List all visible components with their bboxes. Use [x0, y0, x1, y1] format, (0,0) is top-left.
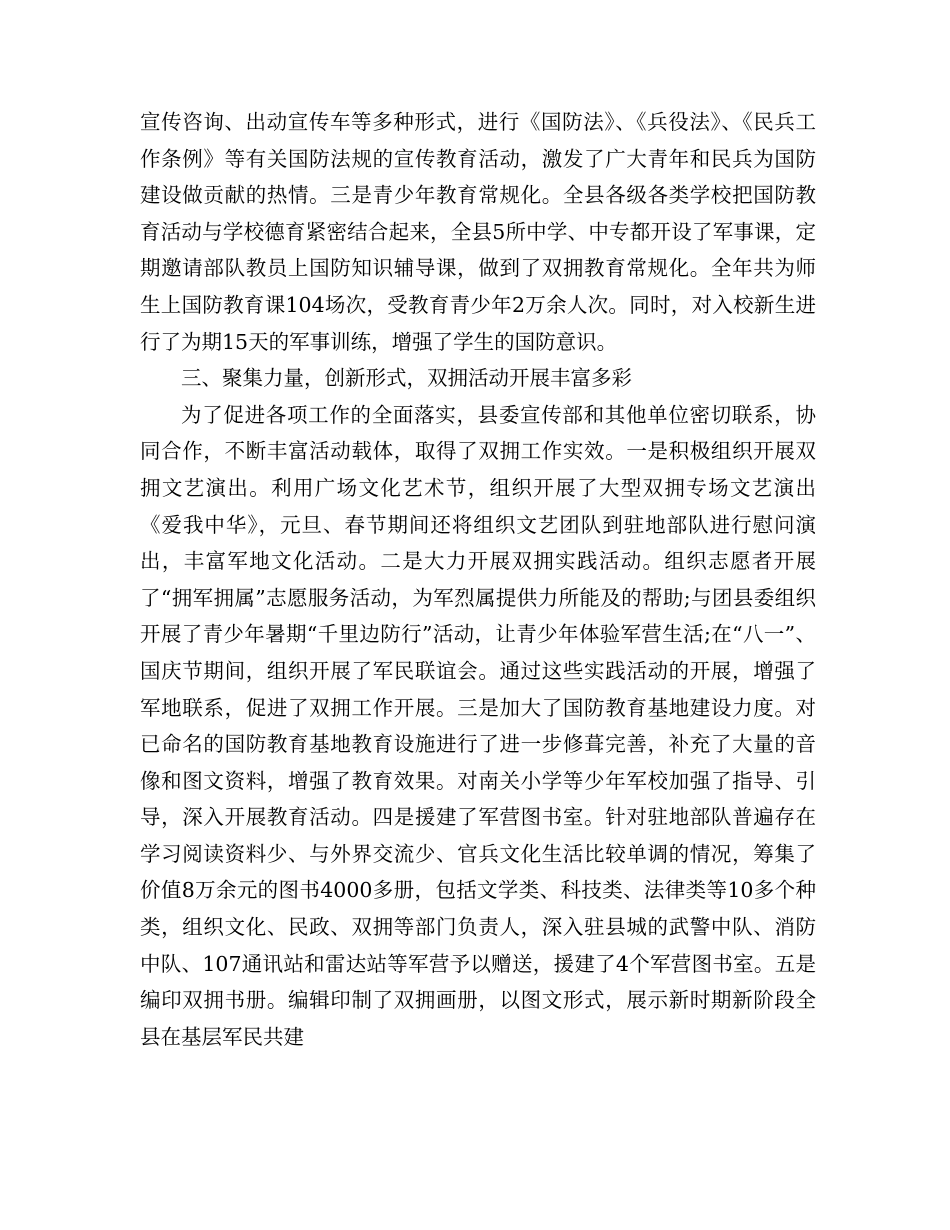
paragraph-continued: 宣传咨询、出动宣传车等多种形式，进行《国防法》、《兵役法》、《民兵工作条例》等有关国防法规的宣传教育活动，激发了广大青年和民兵为国防建设做贡献的热情。三是青少年教育常规化。全县各级各类学校把国防教育活动与学校德育紧密结合起来，全县5所中学、中专都开设了军事课，定期邀请部队教员上国防知识辅导课，做到了双拥教育常规化。全年共为师生上国防教育课104场次，受教育青少年2万余人次。同时，对入校新生进行了为期15天的军事训练，增强了学生的国防意识。 [140, 110, 816, 354]
document-page [140, 104, 816, 1055]
paragraph-body: 为了促进各项工作的全面落实，县委宣传部和其他单位密切联系，协同合作，不断丰富活动载体，取得了双拥工作实效。一是积极组织开展双拥文艺演出。利用广场文化艺术节，组织开展了大型双拥专场文艺演出《爱我中华》，元旦、春节期间还将组织文艺团队到驻地部队进行慰问演出，丰富军地文化活动。二是大力开展双拥实践活动。组织志愿者开展了“拥军拥属”志愿服务活动，为军烈属提供力所能及的帮助;与团县委组织开展了青少年暑期“千里边防行”活动，让青少年体验军营生活;在“八一”、国庆节期间，组织开展了军民联谊会。通过这些实践活动的开展，增强了军地联系，促进了双拥工作开展。三是加大了国防教育基地建设力度。对已命名的国防教育基地教育设施进行了进一步修葺完善，补充了大量的音像和图文资料，增强了教育效果。对南关小学等少年军校加强了指导、引导，深入开展教育活动。四是援建了军营图书室。针对驻地部队普遍存在学习阅读资料少、与外界交流少、官兵文化生活比较单调的情况，筹集了价值8万余元的图书4000多册，包括文学类、科技类、法律类等10多个种类，组织文化、民政、双拥等部门负责人，深入驻县城的武警中队、消防中队、107通讯站和雷达站等军营予以赠送，援建了4个军营图书室。五是编印双拥书册。编辑印制了双拥画册，以图文形式，展示新时期新阶段全县在基层军民共建 [140, 402, 816, 1049]
section-heading: 三、聚集力量，创新形式，双拥活动开展丰富多彩 [181, 366, 632, 391]
